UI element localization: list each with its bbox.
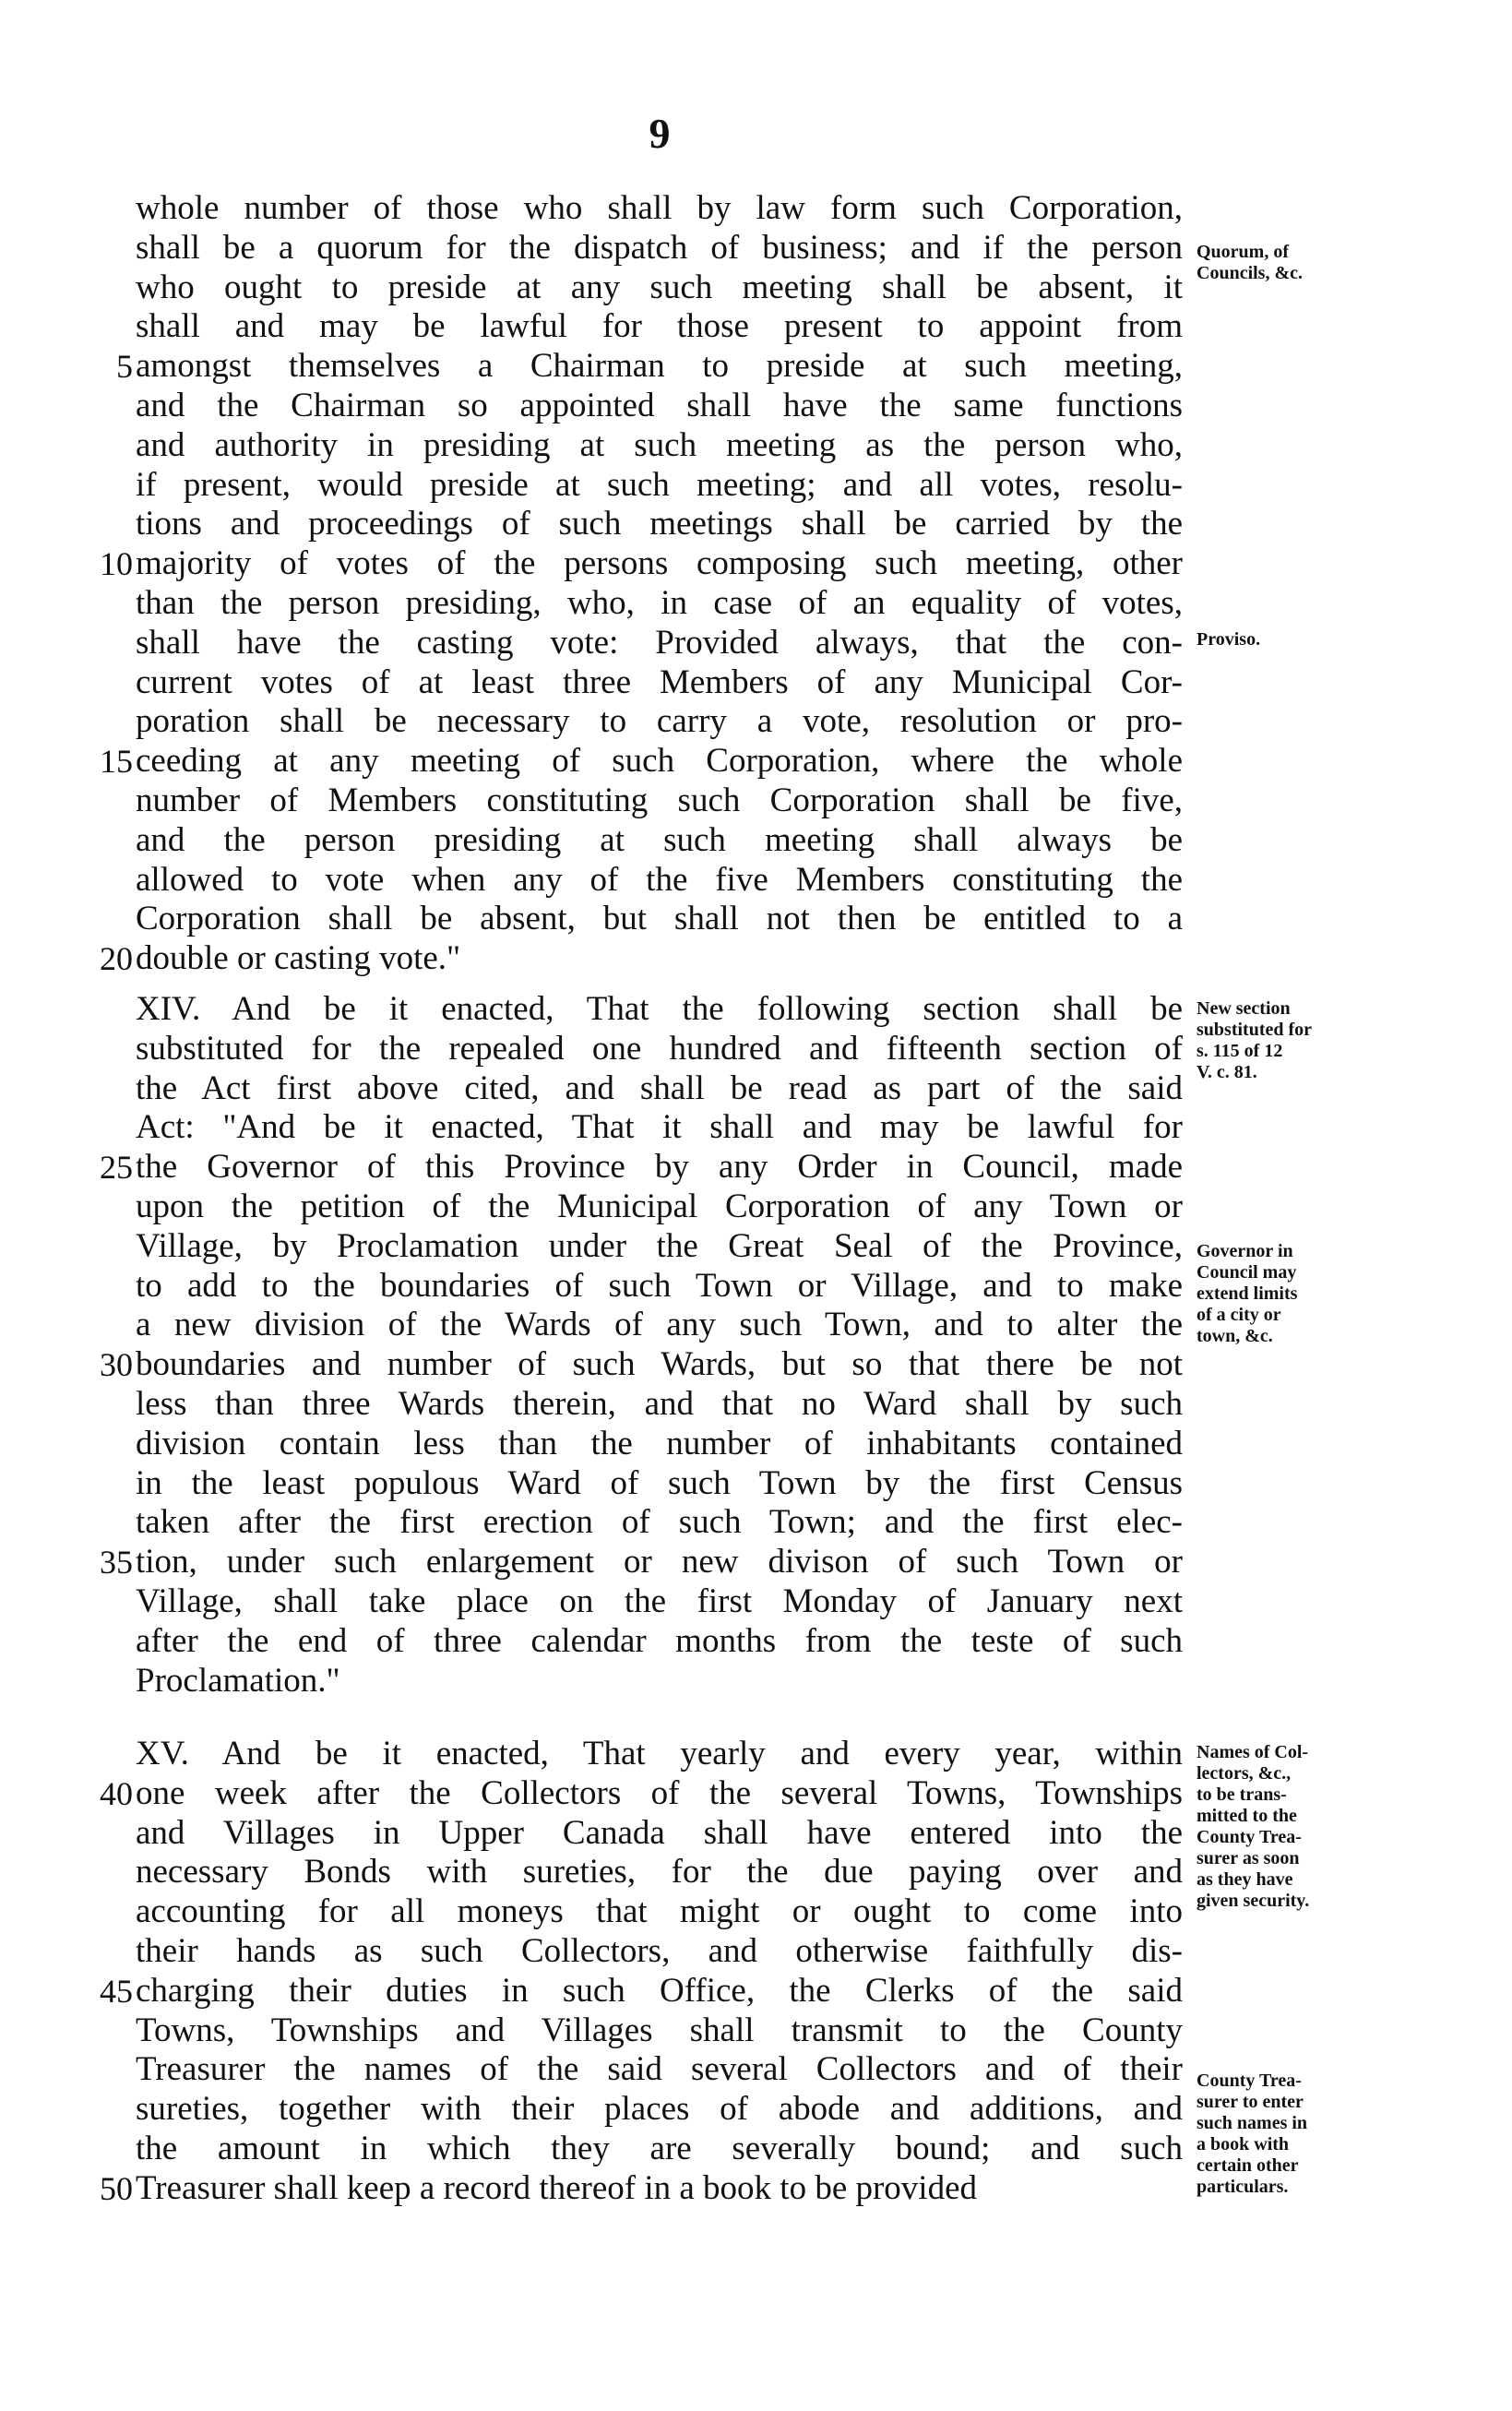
line-text: ceeding at any meeting of such Corporation, where the whole [136, 742, 1183, 781]
line-text: XV. And be it enacted, That yearly and every year, within [136, 1735, 1183, 1772]
text-line [0, 1345, 1512, 1385]
margin-note-line: Councils, &c. [1197, 263, 1303, 283]
line-text: shall be a quorum for the dispatch of business; and if the person [136, 228, 1183, 267]
text-line [0, 505, 1512, 544]
line-text: and the Chairman so appointed shall have the same functions [136, 386, 1183, 424]
line-text: Act: "And be it enacted, That it shall and may be lawful for [136, 1108, 1183, 1147]
text-line [0, 189, 1512, 229]
text-line [0, 466, 1512, 506]
text-line [0, 1622, 1512, 1662]
text-line [0, 663, 1512, 703]
line-text: one week after the Collectors of the several Towns, Townships [136, 1773, 1183, 1812]
line-text: after the end of three calendar months from the teste of such [136, 1621, 1183, 1660]
line-text: shall have the casting vote: Provided always, that the con- [136, 623, 1183, 662]
line-text: XIV. And be it enacted, That the following section shall be [136, 990, 1183, 1028]
line-text: the Governor of this Province by any Order in Council, made [136, 1148, 1183, 1187]
line-number: 5 [116, 348, 133, 386]
text-line [0, 387, 1512, 426]
line-text: Village, by Proclamation under the Great Seal of the Province, [136, 1226, 1183, 1265]
line-text: if present, would preside at such meeting; and all votes, resolu- [136, 465, 1183, 504]
text-line [0, 900, 1512, 939]
margin-note-line: New section [1197, 998, 1291, 1019]
margin-note-governor-in-council [1197, 1241, 1372, 1347]
line-text: substituted for the repealed one hundred and fifteenth section of [136, 1029, 1183, 1068]
text-line [0, 307, 1512, 347]
line-number: 20 [100, 940, 133, 978]
line-text: upon the petition of the Municipal Corporation of any Town or [136, 1187, 1183, 1225]
page-number: 9 [649, 110, 671, 157]
line-text: the amount in which they are severally bound; and such [136, 2129, 1183, 2167]
text-line [0, 861, 1512, 901]
line-text: necessary Bonds with sureties, for the due paying over and [136, 1853, 1183, 1892]
text-line [0, 544, 1512, 584]
line-text: who ought to preside at any such meeting shall be absent, it [136, 268, 1183, 306]
line-text: taken after the first erection of such Town; and the first elec- [136, 1503, 1183, 1542]
line-text: sureties, together with their places of abode and additions, and [136, 2090, 1183, 2129]
margin-note-line: surer as soon [1197, 1848, 1300, 1868]
line-number: 45 [100, 1972, 133, 2010]
text-line [0, 1662, 1512, 1701]
text-line [0, 2011, 1512, 2051]
line-text: the Act first above cited, and shall be read as part of the said [136, 1068, 1183, 1107]
margin-note-line: particulars. [1197, 2177, 1289, 2197]
text-line [0, 347, 1512, 387]
line-text: accounting for all moneys that might or ought to come into [136, 1892, 1183, 1931]
margin-note-line: Governor in [1197, 1241, 1293, 1261]
line-text: Treasurer shall keep a record thereof in a book to be provided [136, 2168, 978, 2207]
line-text: Treasurer the names of the said several Collectors and of their [136, 2050, 1183, 2089]
line-text: to add to the boundaries of such Town or Village, and to make [136, 1266, 1183, 1305]
text-line [0, 1148, 1512, 1188]
line-text: number of Members constituting such Corporation shall be five, [136, 781, 1183, 819]
margin-note-line: as they have [1197, 1869, 1293, 1890]
text-line [0, 939, 1512, 979]
margin-note-new-section [1197, 998, 1372, 1083]
margin-note-line: Quorum, of [1197, 242, 1289, 262]
line-number: 15 [100, 743, 133, 781]
line-text: current votes of at least three Members of any Municipal Cor- [136, 662, 1183, 701]
margin-note-line: Council may [1197, 1262, 1297, 1283]
line-text: boundaries and number of such Wards, but so that there be not [136, 1345, 1183, 1384]
text-line [0, 426, 1512, 466]
line-number: 10 [100, 545, 133, 583]
line-number: 40 [100, 1774, 133, 1812]
line-text: whole number of those who shall by law form such Corporation, [136, 189, 1183, 227]
line-text: double or casting vote." [136, 939, 461, 978]
text-line [0, 584, 1512, 624]
text-line [0, 742, 1512, 782]
line-text: their hands as such Collectors, and otherwise faithfully dis- [136, 1931, 1183, 1970]
line-text: and the person presiding at such meeting shall always be [136, 820, 1183, 859]
text-line [0, 1543, 1512, 1582]
line-text: Village, shall take place on the first Monday of January next [136, 1581, 1183, 1620]
line-text: allowed to vote when any of the five Members constituting the [136, 860, 1183, 899]
text-line [0, 1972, 1512, 2011]
line-text: and Villages in Upper Canada shall have entered into the [136, 1813, 1183, 1852]
margin-note-line: extend limits [1197, 1283, 1298, 1304]
margin-note-line: Names of Col- [1197, 1742, 1309, 1762]
line-text: Corporation shall be absent, but shall not then be entitled to a [136, 900, 1183, 938]
margin-note-county-treasurer [1197, 2071, 1372, 2198]
line-text: and authority in presiding at such meeting as the person who, [136, 425, 1183, 464]
margin-note-line: substituted for [1197, 1020, 1313, 1040]
margin-note-proviso [1197, 629, 1372, 650]
margin-note-line: given security. [1197, 1891, 1310, 1911]
margin-note-quorum [1197, 242, 1372, 284]
margin-note-line: s. 115 of 12 [1197, 1041, 1283, 1061]
paragraph-quorum-continued [0, 189, 1512, 979]
line-text: shall and may be lawful for those present to appoint from [136, 307, 1183, 346]
margin-note-line: such names in [1197, 2113, 1308, 2133]
line-number: 50 [100, 2169, 133, 2207]
margin-note-line: to be trans- [1197, 1784, 1287, 1805]
line-text: majority of votes of the persons composing such meeting, other [136, 544, 1183, 583]
margin-note-line: of a city or [1197, 1305, 1281, 1325]
line-text: poration shall be necessary to carry a vote, resolution or pro- [136, 702, 1183, 741]
margin-note-line: Proviso. [1197, 629, 1261, 650]
margin-note-line: surer to enter [1197, 2092, 1304, 2112]
margin-note-line: County Trea- [1197, 2071, 1302, 2091]
line-text: Proclamation." [136, 1661, 340, 1700]
margin-note-line: town, &c. [1197, 1326, 1273, 1346]
line-text: less than three Wards therein, and that no Ward shall by such [136, 1384, 1183, 1423]
margin-note-line: County Trea- [1197, 1827, 1302, 1847]
margin-note-line: certain other [1197, 2155, 1299, 2176]
text-line [0, 1932, 1512, 1972]
margin-note-names-of-collectors [1197, 1742, 1372, 1912]
line-number: 30 [100, 1346, 133, 1384]
text-line [0, 1503, 1512, 1543]
line-text: Towns, Townships and Villages shall transmit to the County [136, 2011, 1183, 2049]
text-line [0, 1188, 1512, 1227]
text-line [0, 1582, 1512, 1622]
line-text: division contain less than the number of inhabitants contained [136, 1424, 1183, 1462]
margin-note-line: a book with [1197, 2134, 1290, 2154]
text-line [0, 1464, 1512, 1504]
text-line [0, 702, 1512, 742]
line-text: tion, under such enlargement or new divison of such Town or [136, 1543, 1183, 1581]
text-line [0, 1425, 1512, 1464]
line-text: tions and proceedings of such meetings shall be carried by the [136, 505, 1183, 543]
line-text: charging their duties in such Office, the Clerks of the said [136, 1971, 1183, 2010]
text-line [0, 782, 1512, 821]
line-text: in the least populous Ward of such Town by the first Census [136, 1463, 1183, 1502]
line-number: 25 [100, 1149, 133, 1187]
text-line [0, 1108, 1512, 1148]
margin-note-line: V. c. 81. [1197, 1062, 1257, 1082]
margin-note-line: mitted to the [1197, 1806, 1297, 1826]
line-number: 35 [100, 1544, 133, 1581]
line-text: amongst themselves a Chairman to preside at such meeting, [136, 347, 1183, 386]
line-text: than the person presiding, who, in case of an equality of votes, [136, 583, 1183, 622]
line-text: a new division of the Wards of any such Town, and to alter the [136, 1306, 1183, 1344]
text-line [0, 821, 1512, 861]
margin-note-line: lectors, &c., [1197, 1763, 1292, 1784]
text-line [0, 1385, 1512, 1425]
